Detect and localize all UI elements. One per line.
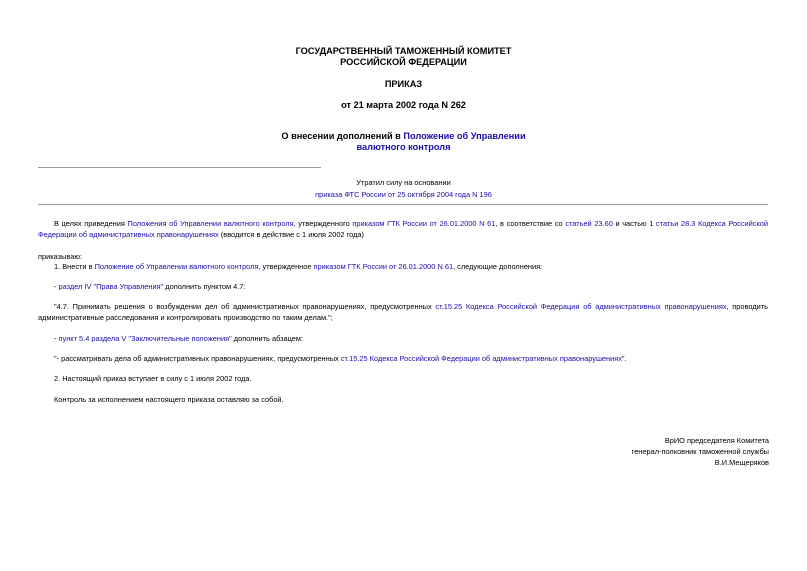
doc-title bbox=[0, 131, 807, 142]
preamble-text-2: , утвержденного bbox=[293, 219, 353, 228]
quote-1 bbox=[38, 301, 768, 324]
order-word: приказываю: bbox=[38, 252, 82, 261]
preamble-text-5: (вводится в действие с 1 июля 2002 года) bbox=[218, 230, 364, 240]
item1-text-1: 1. Внести в bbox=[54, 262, 95, 271]
preamble-link-order-61[interactable]: приказом ГТК России от 26.01.2000 N 61 bbox=[352, 219, 496, 228]
repeal-note-line2 bbox=[0, 190, 807, 200]
quote1-text-2: , проводить административные расследования и контролировать производство по таким делам."; bbox=[38, 302, 768, 323]
sub1-text-1: - bbox=[54, 282, 59, 291]
signature-rank: генерал-полковник таможенной службы bbox=[631, 447, 769, 456]
doc-date-number: от 21 марта 2002 года N 262 bbox=[341, 100, 466, 110]
sub-item-1 bbox=[38, 281, 768, 292]
quote1-link-article-15-25[interactable]: ст.15.25 Кодекса Российской Федерации об административных правонарушениях bbox=[435, 302, 727, 311]
repeal-order-link[interactable]: приказа ФТС России от 25 октября 2004 года N 196 bbox=[315, 190, 492, 199]
signature-position: ВрИО председателя Комитета bbox=[664, 436, 769, 445]
doc-title-line2 bbox=[0, 142, 807, 153]
sub1-link-section-iv[interactable]: раздел IV "Права Управления" bbox=[58, 282, 164, 291]
preamble-link-article-23-60[interactable]: статьей 23.60 bbox=[565, 219, 613, 228]
preamble-link-article-28-3[interactable]: статьи 28.3 Кодекса Российской Федерации об административных правонарушениях bbox=[38, 219, 769, 240]
title-link-part1[interactable]: Положение об Управлении bbox=[403, 131, 526, 141]
repeal-note-line1: Утратил силу на основании bbox=[356, 178, 451, 187]
preamble-text-4: и частью 1 bbox=[612, 219, 657, 228]
sub1-text-2: дополнить пунктом 4.7: bbox=[163, 282, 246, 291]
signature-name: В.И.Мещеряков bbox=[714, 458, 769, 467]
item-1 bbox=[38, 261, 768, 272]
quote1-text-1: "4.7. Принимать решения о возбуждении дел об административных правонарушениях, предусмотренных bbox=[54, 302, 436, 311]
org-name-line2: РОССИЙСКОЙ ФЕДЕРАЦИИ bbox=[340, 57, 467, 67]
item-2: 2. Настоящий приказ вступает в силу с 1 июля 2002 года. bbox=[54, 374, 252, 383]
divider-long bbox=[38, 204, 768, 205]
quote2-link-article-15-25[interactable]: ст.15.25 Кодекса Российской Федерации об административных правонарушениях bbox=[340, 354, 622, 363]
item1-text-3: , следующие дополнения: bbox=[453, 262, 543, 271]
doc-type: ПРИКАЗ bbox=[384, 79, 423, 89]
quote2-text-1: "- рассматривать дела об административных правонарушениях, предусмотренных bbox=[54, 354, 341, 363]
preamble-text-3: , в соответствие со bbox=[495, 219, 566, 228]
title-link-part2[interactable]: валютного контроля bbox=[356, 142, 451, 152]
preamble-link-regulation[interactable]: Положения об Управлении валютного контроля bbox=[127, 219, 294, 228]
quote2-text-2: ". bbox=[621, 354, 627, 363]
item1-link-regulation[interactable]: Положение об Управлении валютного контроля bbox=[94, 262, 259, 271]
sub2-text-2: дополнить абзацем: bbox=[231, 334, 304, 343]
quote-2 bbox=[38, 353, 768, 364]
sub2-text-1: - bbox=[54, 334, 59, 343]
org-name-line1: ГОСУДАРСТВЕННЫЙ ТАМОЖЕННЫЙ КОМИТЕТ bbox=[295, 46, 512, 56]
title-prefix: О внесении дополнений в bbox=[281, 131, 404, 141]
control-clause: Контроль за исполнением настоящего приказа оставляю за собой. bbox=[54, 395, 284, 404]
preamble-text-1: В целях приведения bbox=[54, 219, 128, 228]
item1-text-2: , утвержденное bbox=[258, 262, 314, 271]
sub-item-2 bbox=[38, 333, 768, 344]
sub2-link-section-v[interactable]: пункт 5.4 раздела V "Заключительные положения" bbox=[58, 334, 232, 343]
item1-link-order-61[interactable]: приказом ГТК России от 26.01.2000 N 61 bbox=[313, 262, 454, 271]
preamble-paragraph bbox=[38, 218, 768, 241]
divider-short bbox=[38, 167, 321, 168]
